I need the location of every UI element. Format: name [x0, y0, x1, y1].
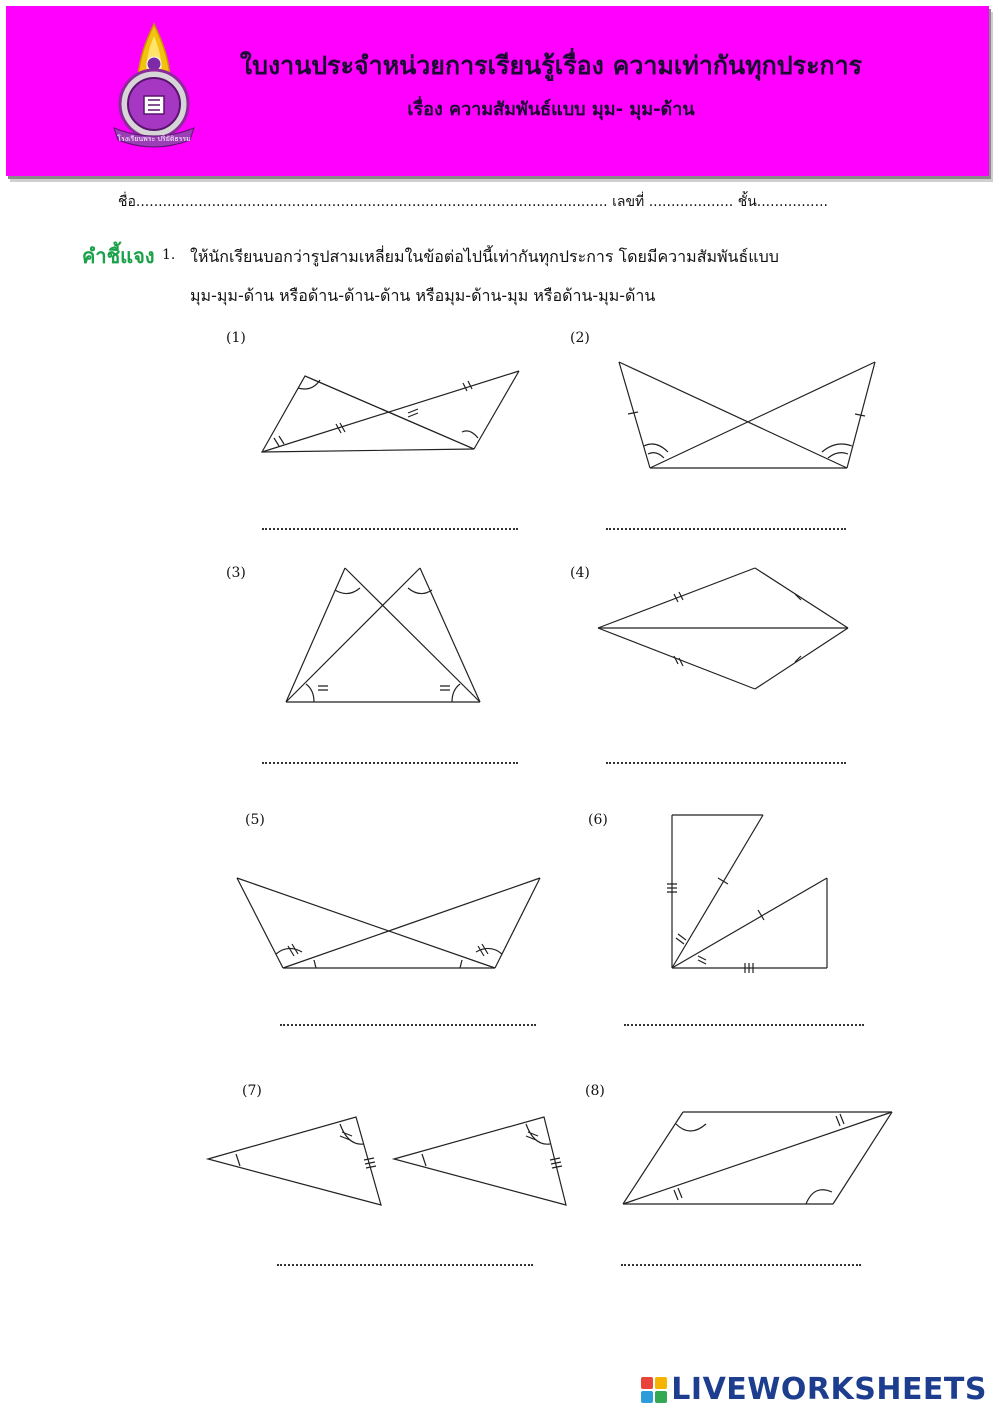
figure-6: [667, 815, 827, 973]
liveworksheets-brand[interactable]: [641, 1372, 987, 1407]
figure-1: [262, 371, 519, 452]
page-title: ใบงานประจำหน่วยการเรียนรู้เรื่อง ความเท่ากันทุกประการ: [239, 51, 863, 80]
liveworksheets-logo-icon: [641, 1377, 667, 1403]
instruction-line-1: ให้นักเรียนบอกว่ารูปสามเหลี่ยมในข้อต่อไปนี้เท่ากันทุกประการ โดยมีความสัมพันธ์แบบ: [190, 247, 779, 266]
instruction-label: คำชี้แจง: [82, 244, 155, 268]
page-subtitle: เรื่อง ความสัมพันธ์แบบ มุม- มุม-ด้าน: [407, 99, 695, 120]
figure-3: [286, 568, 480, 702]
student-info-line[interactable]: ชื่อ.......................................................................................................... เลขที่ ................... ชั้น................: [118, 194, 828, 210]
figure-7: [208, 1117, 566, 1205]
brand-text: LIVEWORKSHEETS: [671, 1372, 987, 1407]
question-number-3: (3): [226, 565, 246, 581]
figure-5: [237, 878, 540, 968]
question-number-4: (4): [570, 565, 590, 581]
figure-8: [623, 1112, 892, 1204]
instruction-line-2: มุม-มุม-ด้าน หรือด้าน-ด้าน-ด้าน หรือมุม-ด้าน-มุม หรือด้าน-มุม-ด้าน: [190, 286, 656, 305]
question-number-2: (2): [570, 330, 590, 346]
figure-4: [598, 568, 848, 689]
question-number-7: (7): [242, 1083, 262, 1099]
question-number-5: (5): [245, 812, 265, 828]
instruction-number: 1.: [162, 247, 176, 263]
question-number-6: (6): [588, 812, 608, 828]
question-number-8: (8): [585, 1083, 605, 1099]
logo-ribbon-text: โรงเรียนพระ ปริยัติธรรม: [117, 135, 191, 143]
figure-2: [619, 362, 875, 468]
question-number-1: (1): [226, 330, 246, 346]
